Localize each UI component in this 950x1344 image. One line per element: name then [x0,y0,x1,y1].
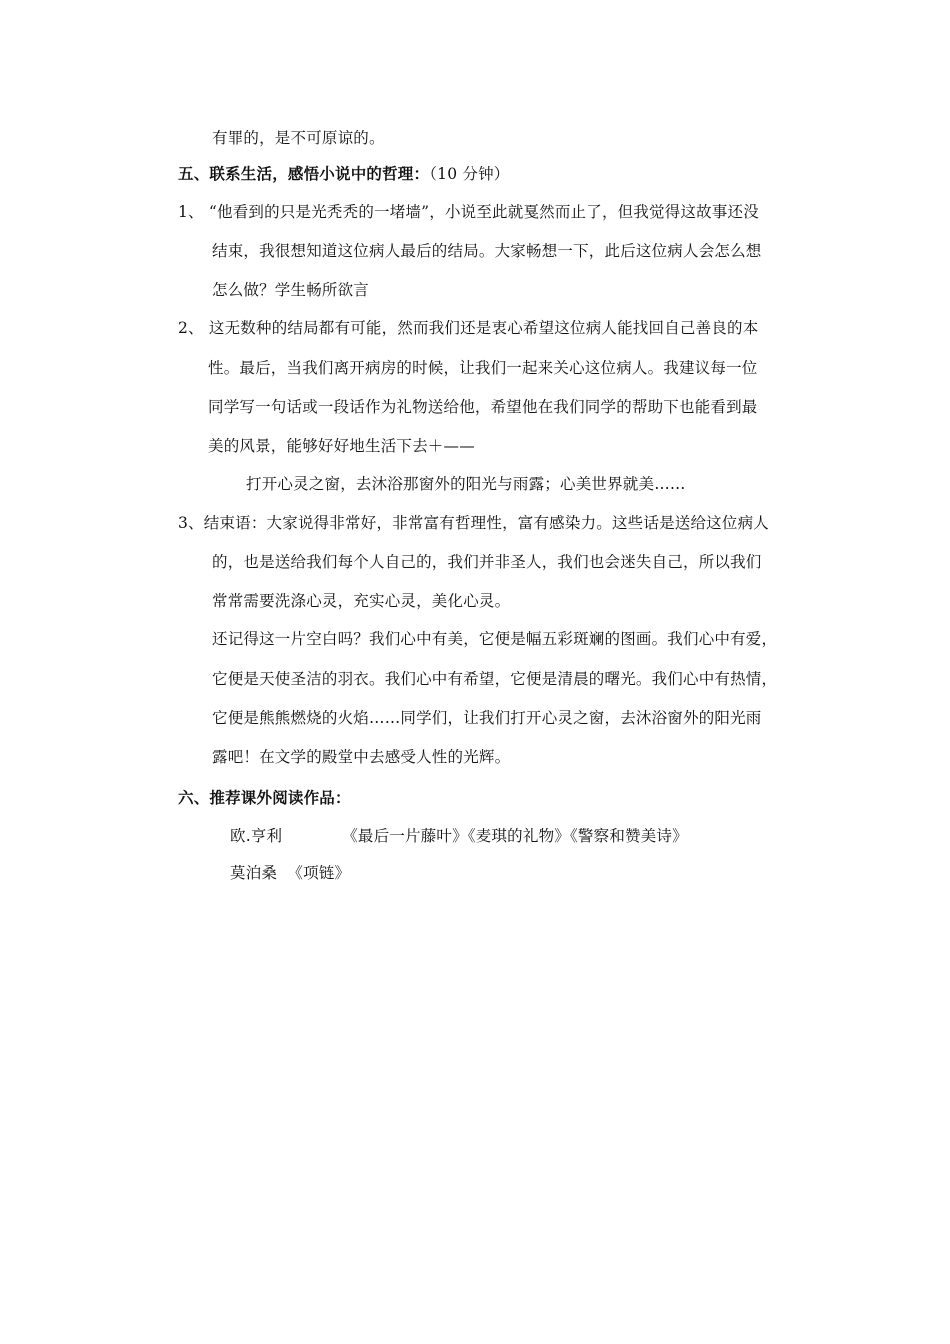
reading-item-2 [230,863,350,883]
section-five-title: 五、联系生活，感悟小说中的哲理： [178,164,430,183]
section-five-duration: （10 分钟） [429,165,510,183]
reading-item-1 [230,826,688,846]
paragraph-3-line-7: 露吧！在文学的殿堂中去感受人性的光辉。 [212,748,511,766]
paragraph-2-line-3: 同学写一句话或一段话作为礼物送给他，希望他在我们同学的帮助下也能看到最 [208,398,758,416]
paragraph-1-line-1: 1、 “他看到的只是光秃秃的一堵墙”，小说至此就戛然而止了，但我觉得这故事还没 [178,203,759,221]
paragraph-2-line-4: 美的风景，能够好好地生活下去＋—— [208,437,475,455]
paragraph-3-line-3: 常常需要洗涤心灵，充实心灵，美化心灵。 [212,592,511,610]
section-five-heading [178,164,510,184]
paragraph-3-line-2: 的，也是送给我们每个人自己的，我们并非圣人，我们也会迷失自己，所以我们 [212,553,762,571]
section-six-heading: 六、推荐课外阅读作品： [178,788,351,807]
paragraph-3-line-4: 还记得这一片空白吗？我们心中有美，它便是幅五彩斑斓的图画。我们心中有爱， [212,630,778,648]
paragraph-3-line-5: 它便是天使圣洁的羽衣。我们心中有希望，它便是清晨的曙光。我们心中有热情， [212,670,778,688]
paragraph-1-line-3: 怎么做？学生畅所欲言 [212,281,370,299]
reading-author: 欧.亨利 [230,827,283,845]
reading-works: 《最后一片藤叶》《麦琪的礼物》《警察和赞美诗》 [342,827,688,845]
paragraph-2-line-5: 打开心灵之窗，去沐浴那窗外的阳光与雨露；心美世界就美…… [246,475,686,493]
paragraph-2-line-1: 2、 这无数种的结局都有可能，然而我们还是衷心希望这位病人能找回自己善良的本 [178,319,759,337]
reading-works: 《项链》 [287,864,351,882]
paragraph-1-line-2: 结束，我很想知道这位病人最后的结局。大家畅想一下，此后这位病人会怎么想 [212,242,762,260]
paragraph-3-line-1: 3、结束语：大家说得非常好，非常富有哲理性，富有感染力。这些话是送给这位病人 [178,514,769,532]
paragraph-2-line-2: 性。最后，当我们离开病房的时候，让我们一起来关心这位病人。我建议每一位 [208,359,758,377]
text-line: 有罪的，是不可原谅的。 [212,129,385,147]
reading-author: 莫泊桑 [230,864,278,882]
paragraph-3-line-6: 它便是熊熊燃烧的火焰……同学们，让我们打开心灵之窗，去沐浴窗外的阳光雨 [212,709,762,727]
